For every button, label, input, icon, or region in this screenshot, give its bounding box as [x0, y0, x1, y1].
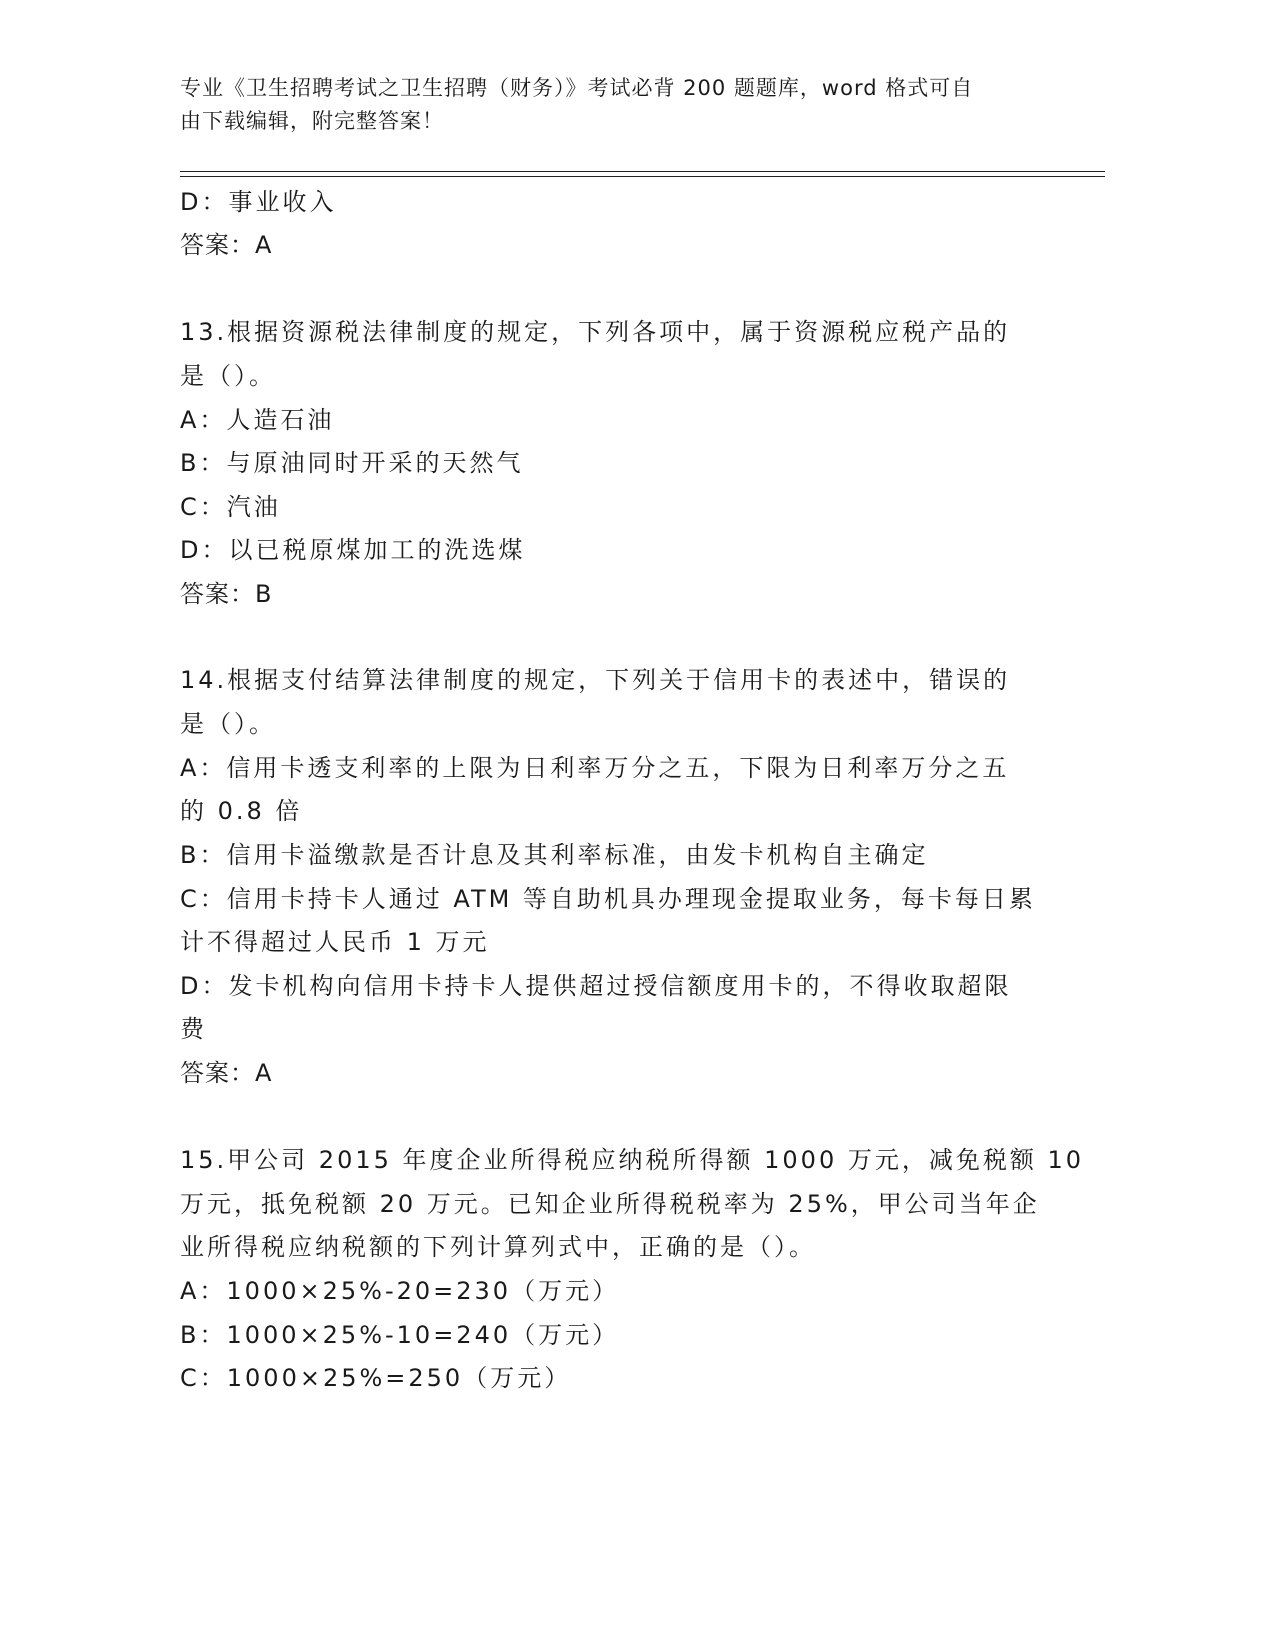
q13-option-d: D：以已税原煤加工的洗选煤: [180, 536, 526, 564]
q15-option-b: B：1000×25%-10=240（万元）: [180, 1321, 620, 1349]
header-line-1: 专业《卫生招聘考试之卫生招聘（财务）》考试必背 200 题题库，word 格式可自: [180, 76, 974, 100]
prev-option-d: D：事业收入: [180, 188, 337, 216]
q14-stem-line-2: 是（）。: [180, 710, 276, 738]
q14-option-d-line-1: D：发卡机构向信用卡持卡人提供超过授信额度用卡的，不得收取超限: [180, 972, 1012, 1000]
q14-option-b: B：信用卡溢缴款是否计息及其利率标准，由发卡机构自主确定: [180, 841, 929, 869]
document-page: [180, 0, 1105, 1650]
q15-stem-line-3: 业所得税应纳税额的下列计算列式中，正确的是（）。: [180, 1233, 816, 1261]
q13-option-a: A：人造石油: [180, 406, 335, 434]
q14-stem-line-1: 14.根据支付结算法律制度的规定，下列关于信用卡的表述中，错误的: [180, 666, 1011, 694]
q15-stem-line-2: 万元，抵免税额 20 万元。已知企业所得税税率为 25%，甲公司当年企: [180, 1190, 1040, 1218]
q15-option-c: C：1000×25%=250（万元）: [180, 1364, 572, 1392]
header-rule-bottom: [180, 176, 1105, 177]
q15-stem-line-1: 15.甲公司 2015 年度企业所得税应纳税所得额 1000 万元，减免税额 10: [180, 1146, 1085, 1174]
header-rule-top: [180, 171, 1105, 172]
q14-option-c-line-2: 计不得超过人民币 1 万元: [180, 928, 490, 956]
q14-option-a-line-2: 的 0.8 倍: [180, 797, 303, 825]
q13-option-c: C：汽油: [180, 493, 281, 521]
q14-option-a-line-1: A：信用卡透支利率的上限为日利率万分之五，下限为日利率万分之五: [180, 754, 1010, 782]
q13-stem-line-2: 是（）。: [180, 362, 276, 390]
q14-option-c-line-1: C：信用卡持卡人通过 ATM 等自助机具办理现金提取业务，每卡每日累: [180, 885, 1036, 913]
q13-option-b: B：与原油同时开采的天然气: [180, 449, 524, 477]
q13-stem-line-1: 13.根据资源税法律制度的规定，下列各项中，属于资源税应税产品的: [180, 318, 1011, 346]
q15-option-a: A：1000×25%-20=230（万元）: [180, 1277, 620, 1305]
document-header: [180, 72, 1040, 138]
header-line-2: 由下载编辑，附完整答案！: [180, 109, 444, 133]
q14-option-d-line-2: 费: [180, 1015, 207, 1043]
q14-answer: 答案：A: [180, 1059, 273, 1087]
prev-answer: 答案：A: [180, 231, 273, 259]
q13-answer: 答案：B: [180, 580, 273, 608]
